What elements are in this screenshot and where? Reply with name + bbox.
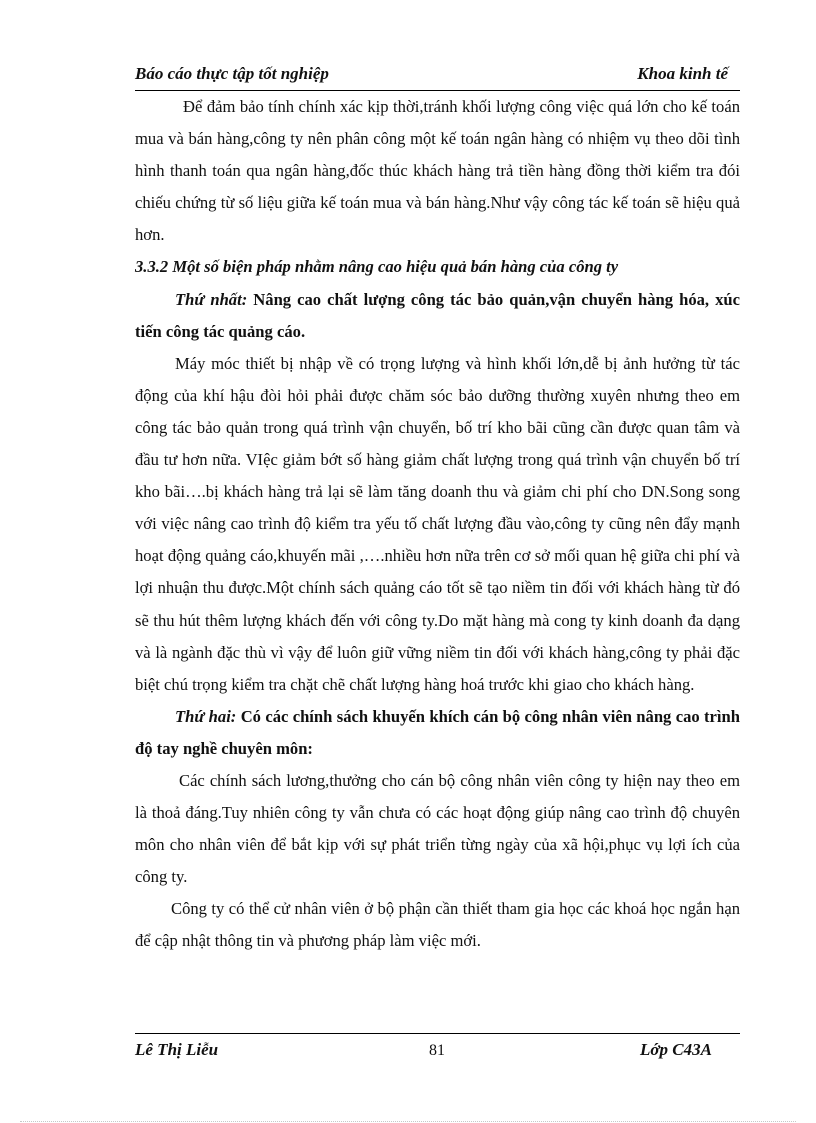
paragraph-accounting: Để đảm bảo tính chính xác kịp thời,tránh khối lượng công việc quá lớn cho kế toán mua và bán hàng,công ty nên phân công một kế toán ngân hàng có nhiệm vụ theo dõi tình hình thanh toán qua ngân hàng,đốc thúc khách hàng trả tiền hàng đồng thời kiểm tra đói chiếu chứng từ số liệu giữa kế toán mua và bán hàng.Như vậy công tác kế toán sẽ hiệu quả hơn.	[135, 97, 740, 245]
paragraph-training: Công ty có thể cử nhân viên ở bộ phận cần thiết tham gia học các khoá học ngắn hạn để cập nhật thông tin và phương pháp làm việc mới.	[135, 899, 740, 951]
document-body	[135, 91, 740, 958]
subheading-first	[135, 284, 740, 348]
page-header	[135, 64, 740, 91]
footer-divider	[135, 1033, 740, 1034]
subheading-first-title: Nâng cao chất lượng công tác bảo quản,vận chuyển hàng hóa, xúc tiến công tác quảng cáo.	[135, 289, 740, 341]
subheading-second	[135, 701, 740, 765]
header-report-title: Báo cáo thực tập tốt nghiệp	[135, 64, 329, 83]
header-faculty: Khoa kinh tế	[637, 64, 728, 83]
footer-class: Lớp C43A	[640, 1040, 712, 1059]
subheading-first-lead: Thứ nhất:	[175, 289, 248, 309]
paragraph-salary: Các chính sách lương,thưởng cho cán bộ công nhân viên công ty hiện nay theo em là thoả đáng.Tuy nhiên công ty vẫn chưa có các hoạt động giúp nâng cao trình độ chuyên môn cho nhân viên để bắt kịp với sự phát triển từng ngày của xã hội,phục vụ lợi ích của công ty.	[135, 770, 740, 887]
page-number: 81	[429, 1042, 445, 1059]
section-heading: 3.3.2 Một số biện pháp nhằm nâng cao hiệu quả bán hàng của công ty	[135, 257, 619, 277]
page-bottom-edge	[20, 1121, 796, 1122]
subheading-second-lead: Thứ hai:	[175, 706, 237, 726]
footer-author: Lê Thị Liễu	[135, 1040, 219, 1059]
subheading-second-title: Có các chính sách khuyến khích cán bộ công nhân viên nâng cao trình độ tay nghề chuyên môn:	[135, 706, 740, 758]
paragraph-storage: Máy móc thiết bị nhập về có trọng lượng và hình khối lớn,dễ bị ảnh hưởng từ tác động của khí hậu đòi hỏi phải được chăm sóc bảo dưỡng thường xuyên nhưng theo em công tác bảo quản trong quá trình vận chuyển, bố trí kho bãi cũng cần được quan tâm và đầu tư hơn nữa. VIệc giảm bớt số hàng giảm chất lượng trong quá trình vận chuyển bố trí kho bãi….bị khách hàng trả lại sẽ làm tăng doanh thu và giảm chi phí cho DN.Song song với việc nâng cao trình độ kiểm tra yếu tố chất lượng đầu vào,công ty cũng nên đẩy mạnh hoạt động quảng cáo,khuyến mãi ,….nhiều hơn nữa trên cơ sở mối quan hệ giữa chi phí và lợi nhuận thu được.Một chính sách quảng cáo tốt sẽ tạo niềm tin đối với khách hàng từ đó sẽ thu hút thêm lượng khách đến với công ty.Do mặt hàng mà cong ty kinh doanh đa dạng và là ngành đặc thù vì vậy để luôn giữ vững niềm tin đối với khách hàng,công ty phải đặc biệt chú trọng kiểm tra chặt chẽ chất lượng hàng hoá trước khi giao cho khách hàng.	[135, 353, 740, 694]
